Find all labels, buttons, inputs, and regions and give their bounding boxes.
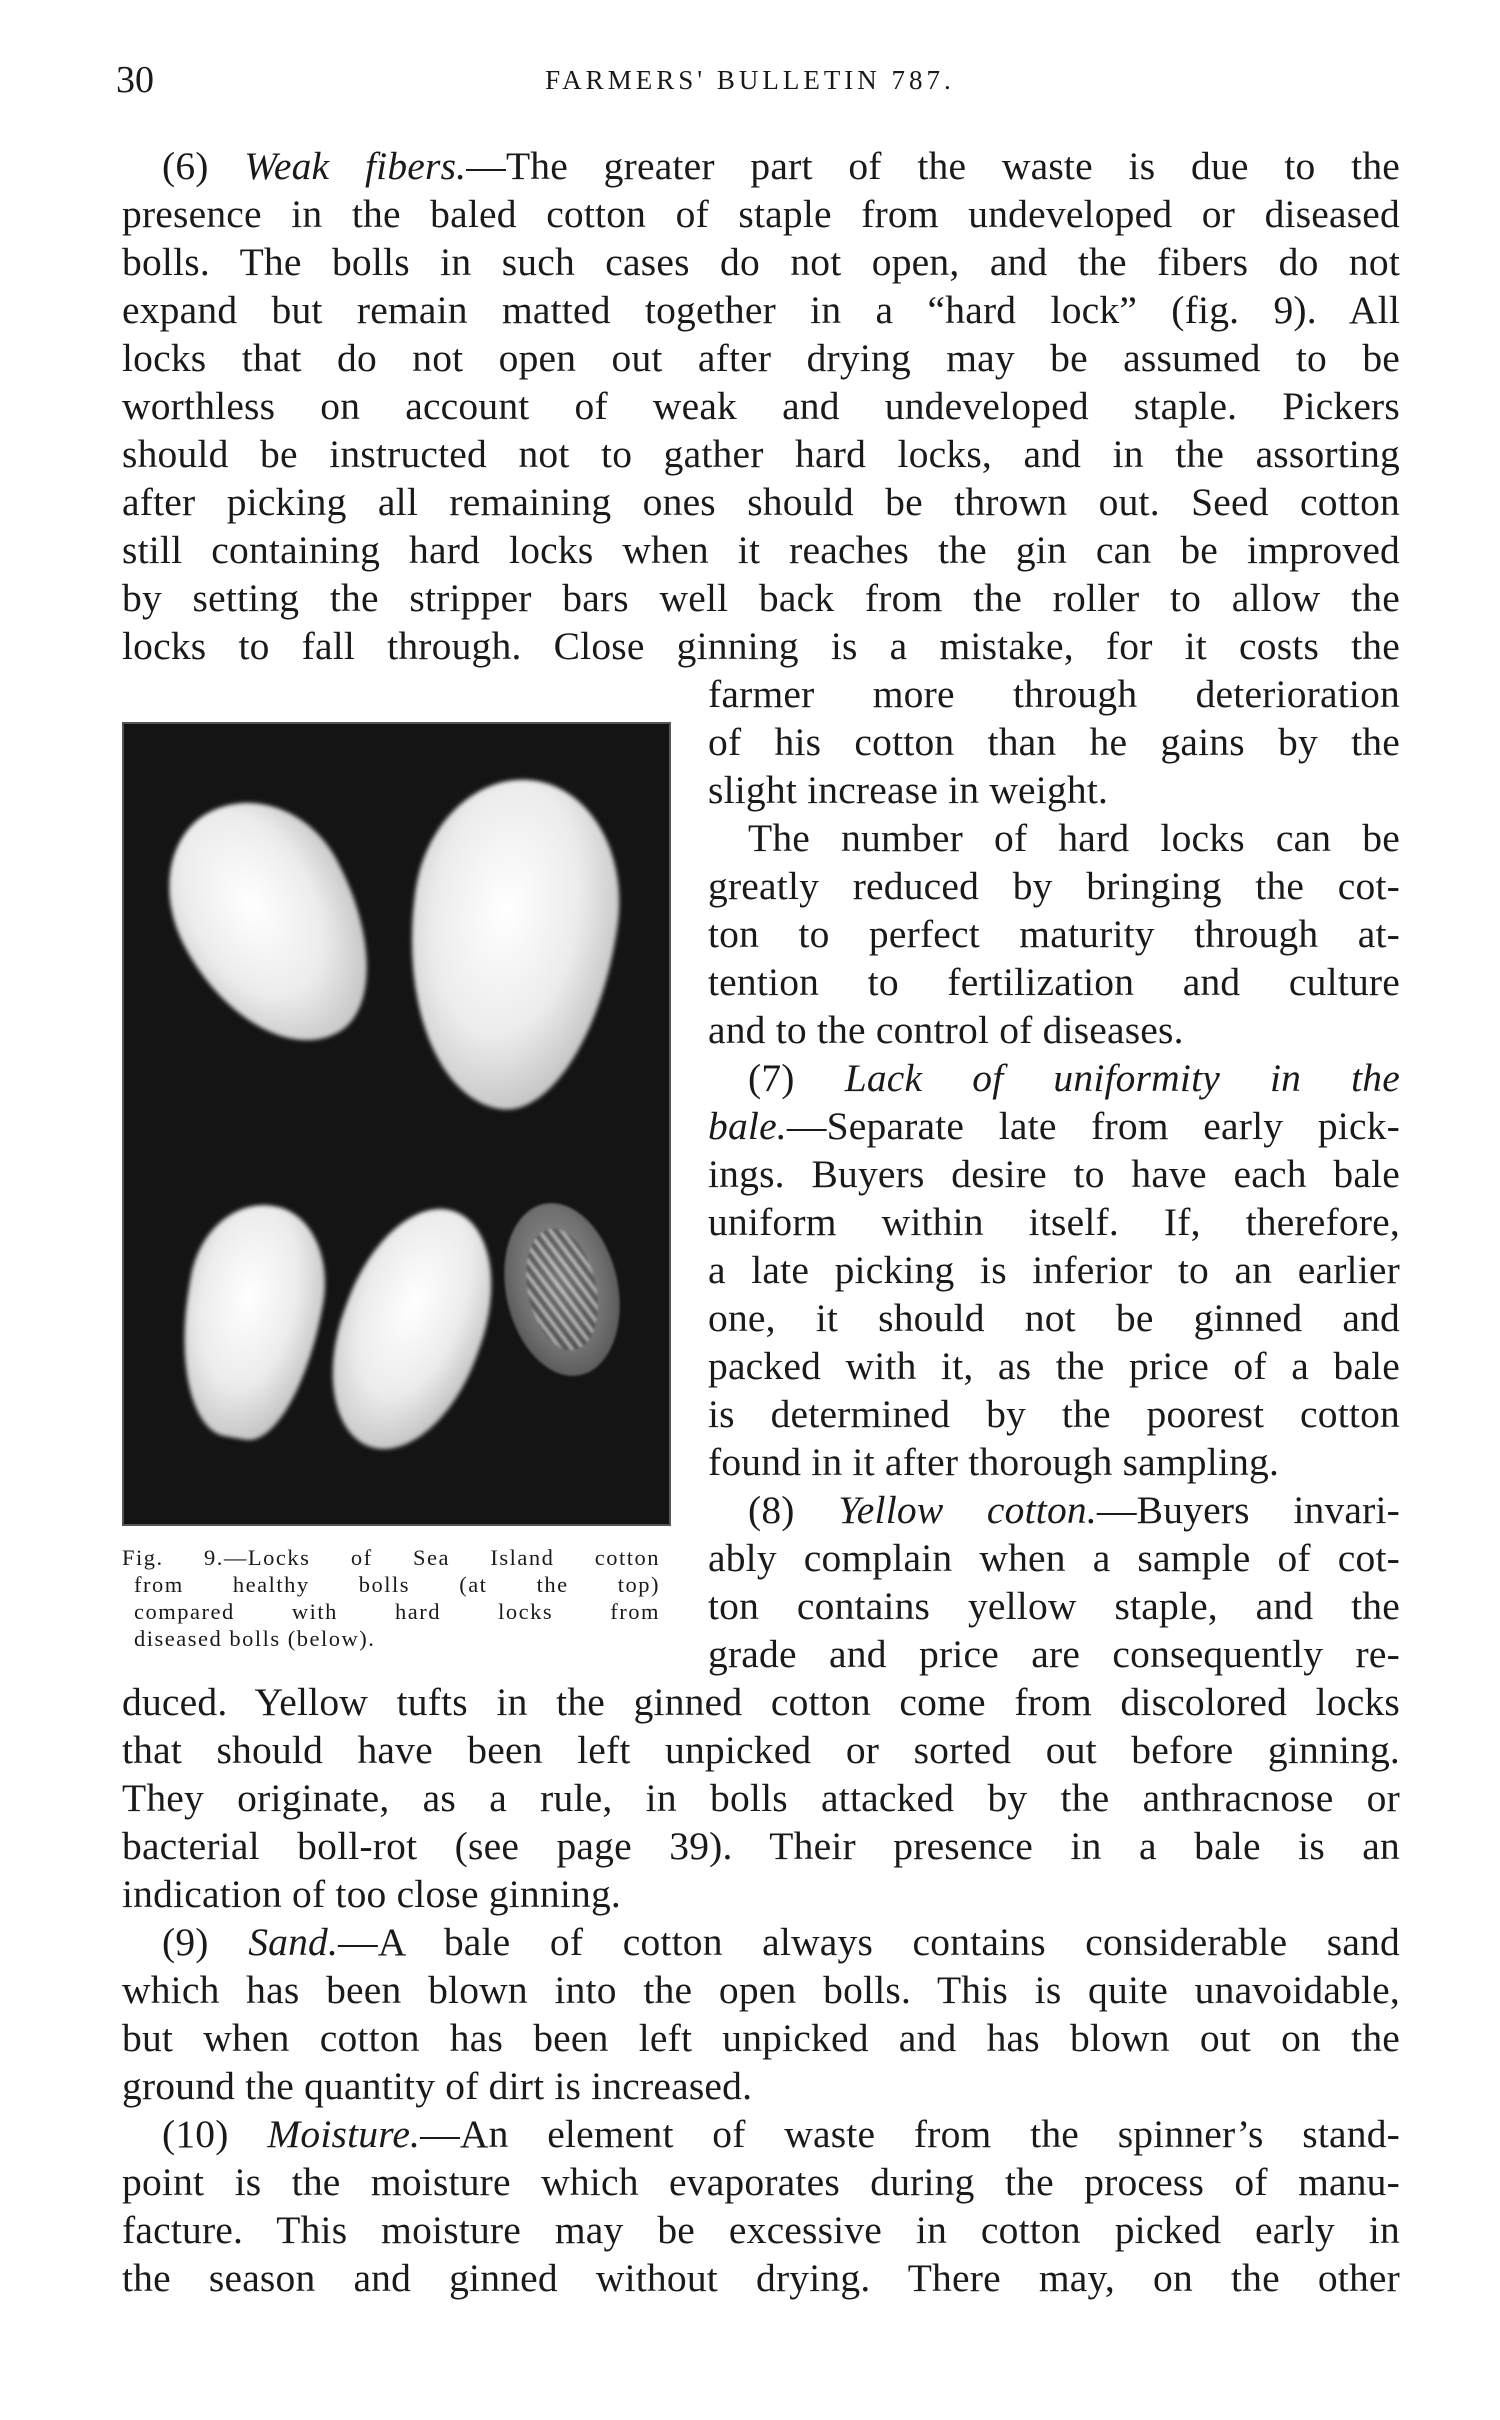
paragraph-line: bolls. The bolls in such cases do not open, and the fibers do not [122, 240, 1400, 284]
hard-cotton-lock [165, 1194, 339, 1449]
paragraph-line: tention to fertilization and culture [708, 960, 1400, 1004]
paragraph-line: bacterial boll-rot (see page 39). Their presence in a bale is an [122, 1824, 1400, 1868]
paragraph-line [162, 2110, 1400, 2158]
paragraph-line: greatly reduced by bringing the cot- [708, 864, 1400, 908]
paragraph-line: ground the quantity of dirt is increased. [122, 2064, 753, 2108]
figure-caption-line: diseased bolls (below). [134, 1626, 376, 1651]
section-title: Sand. [248, 1920, 339, 1964]
running-head: FARMERS' BULLETIN 787. [545, 65, 955, 95]
paragraph-line: after picking all remaining ones should be thrown out. Seed cotton [122, 480, 1400, 524]
line-text: —An element of waste from the spinner’s stand- [420, 2112, 1401, 2156]
paragraph-line: ings. Buyers desire to have each bale [708, 1152, 1400, 1196]
section-number: (8) [748, 1488, 795, 1532]
paragraph-line: ton contains yellow staple, and the [708, 1584, 1400, 1628]
paragraph-line: which has been blown into the open bolls. This is quite unavoidable, [122, 1968, 1400, 2012]
paragraph-line: facture. This moisture may be excessive in cotton picked early in [122, 2208, 1400, 2252]
paragraph-line: and to the control of diseases. [708, 1008, 1184, 1052]
paragraph-line: presence in the baled cotton of staple from undeveloped or diseased [122, 192, 1400, 236]
paragraph-line: uniform within itself. If, therefore, [708, 1200, 1400, 1244]
paragraph-line [748, 1054, 1400, 1102]
section-number: (6) [162, 144, 209, 188]
paragraph-line: packed with it, as the price of a bale [708, 1344, 1400, 1388]
figure-caption-line: compared with hard locks from [134, 1599, 660, 1624]
paragraph-line: The number of hard locks can be [748, 816, 1400, 860]
paragraph-line: They originate, as a rule, in bolls attacked by the anthracnose or [122, 1776, 1400, 1820]
paragraph-line: of his cotton than he gains by the [708, 720, 1400, 764]
paragraph-line: point is the moisture which evaporates during the process of manu- [122, 2160, 1400, 2204]
paragraph-line: is determined by the poorest cotton [708, 1392, 1400, 1436]
line-text: —The greater part of the waste is due to the [466, 144, 1401, 188]
paragraph-line: a late picking is inferior to an earlier [708, 1248, 1400, 1292]
paragraph-line: farmer more through deterioration [708, 672, 1400, 716]
figure-photograph [122, 722, 671, 1526]
paragraph-line [162, 1918, 1400, 1966]
diseased-cotton-lock [489, 1192, 635, 1386]
section-title: bale. [708, 1104, 787, 1148]
paragraph-line: locks that do not open out after drying may be assumed to be [122, 336, 1400, 380]
section-number: (9) [162, 1920, 209, 1964]
line-text: —Buyers invari- [1096, 1488, 1401, 1532]
paragraph-line: grade and price are consequently re- [708, 1632, 1400, 1676]
paragraph-line: ton to perfect maturity through at- [708, 912, 1400, 956]
section-title: Yellow cotton. [838, 1488, 1097, 1532]
paragraph-line [748, 1486, 1400, 1534]
page-number: 30 [116, 59, 154, 101]
paragraph-line: by setting the stripper bars well back from the roller to allow the [122, 576, 1400, 620]
line-text: —Separate late from early pick- [786, 1104, 1400, 1148]
paragraph-line: one, it should not be ginned and [708, 1296, 1400, 1340]
paragraph-line: worthless on account of weak and undeveloped staple. Pickers [122, 384, 1400, 428]
paragraph-line: duced. Yellow tufts in the ginned cotton come from discolored locks [122, 1680, 1400, 1724]
section-title: Lack of uniformity in the [844, 1056, 1400, 1100]
paragraph-line: indication of too close ginning. [122, 1872, 621, 1916]
section-title: Weak fibers. [244, 144, 467, 188]
paragraph-line: the season and ginned without drying. There may, on the other [122, 2256, 1400, 2300]
paragraph-line: that should have been left unpicked or sorted out before ginning. [122, 1728, 1400, 1772]
figure-caption-line: from healthy bolls (at the top) [134, 1572, 660, 1597]
paragraph-line: expand but remain matted together in a “hard lock” (fig. 9). All [122, 288, 1400, 332]
paragraph-line [162, 142, 1400, 190]
paragraph-line: locks to fall through. Close ginning is a mistake, for it costs the [122, 624, 1400, 668]
section-title: Moisture. [267, 2112, 421, 2156]
paragraph-line: still containing hard locks when it reaches the gin can be improved [122, 528, 1400, 572]
paragraph-line: ably complain when a sample of cot- [708, 1536, 1400, 1580]
healthy-cotton-lock [387, 766, 636, 1121]
healthy-cotton-lock [134, 770, 408, 1077]
section-number: (10) [162, 2112, 229, 2156]
paragraph-line: should be instructed not to gather hard locks, and in the assorting [122, 432, 1400, 476]
section-number: (7) [748, 1056, 795, 1100]
line-text: —A bale of cotton always contains considerable sand [338, 1920, 1401, 1964]
paragraph-line: slight increase in weight. [708, 768, 1109, 812]
paragraph-line: but when cotton has been left unpicked and has blown out on the [122, 2016, 1400, 2060]
paragraph-line [708, 1102, 1400, 1150]
paragraph-line: found in it after thorough sampling. [708, 1440, 1280, 1484]
figure-caption-line: Fig. 9.—Locks of Sea Island cotton [122, 1545, 660, 1570]
hard-cotton-lock [303, 1188, 520, 1471]
